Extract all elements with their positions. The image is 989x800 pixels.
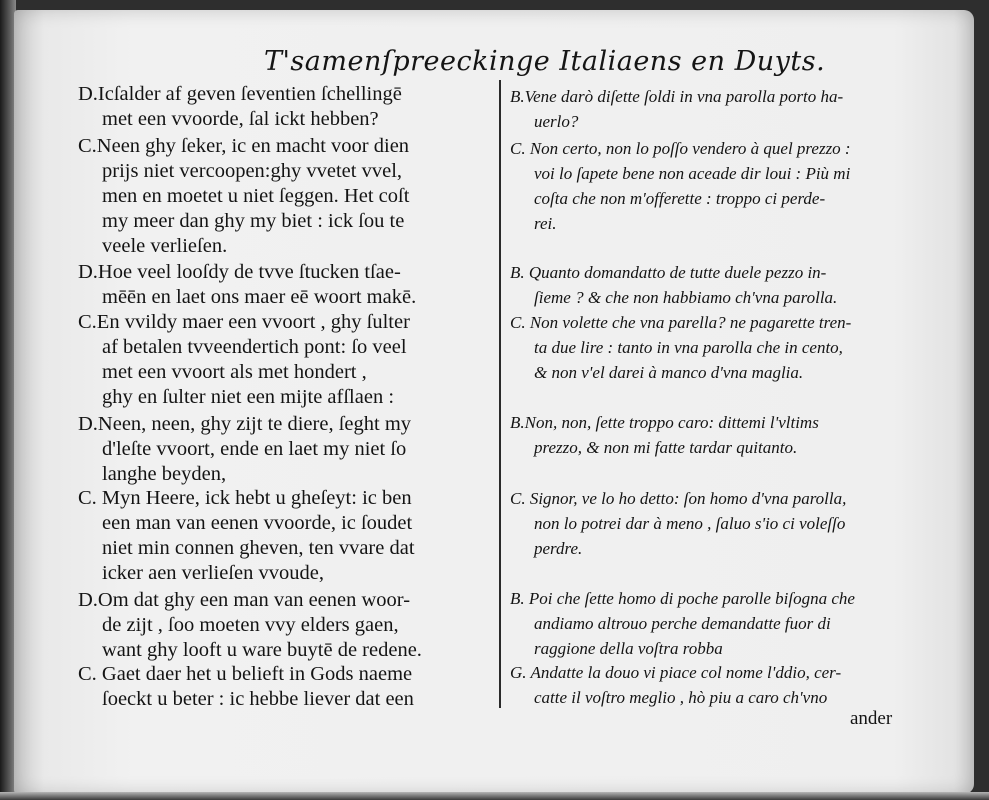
text-line: prezzo, & non mi fatte tardar quitanto. [534,438,798,457]
text-line: raggione della voſtra robba [534,639,723,658]
text-line: C. Non volette che vna parella? ne pagarette tren- [510,313,852,332]
text-line: prijs niet vercoopen:ghy vvetet vvel, [102,160,403,182]
text-line: G. Andatte la douo vi piace col nome l'ddio, cer- [510,663,842,682]
column-divider [499,80,501,708]
text-line: coſta che non m'offerette : troppo ci perde- [534,189,826,208]
dutch-speech-7 [78,662,492,712]
italian-speech-1 [510,136,922,236]
dutch-speech-5 [78,486,492,586]
dutch-speech-3 [78,310,492,410]
text-line: C. Myn Heere, ick hebt u gheſeyt: ic ben [78,487,412,509]
text-line: want ghy looft u ware buytē de redene. [102,639,422,661]
text-line: niet min connen gheven, ten vvare dat [102,537,415,559]
italian-speech-3 [510,310,922,385]
text-line: my meer dan ghy my biet : ick ſou te [102,210,405,232]
text-line: rei. [534,214,557,233]
text-line: C. Non certo, non lo poſſo vendero à quel prezzo : [510,139,851,158]
dutch-speech-0 [78,82,492,132]
page-bottom-edge [0,792,989,800]
text-line: veele verlieſen. [102,235,228,257]
text-line: met een vvoorde, ſal ickt hebben? [102,108,379,130]
text-line: met een vvoort als met hondert , [102,361,367,383]
text-line: C.En vvildy maer een vvoort , ghy ſulter [78,311,410,333]
text-line: C.Neen ghy ſeker, ic en macht voor dien [78,135,410,157]
italian-speech-0 [510,84,922,134]
text-line: B. Quanto domandatto de tutte duele pezzo in- [510,263,827,282]
text-line: C. Gaet daer het u belieft in Gods naeme [78,663,413,685]
text-line: B. Poi che ſette homo di poche parolle biſogna che [510,589,855,608]
text-line: C. Signor, ve lo ho detto: ſon homo d'vna parolla, [510,489,847,508]
italian-speech-4 [510,410,922,460]
text-line: D.Icſalder af geven ſeventien ſchellingē [78,83,402,105]
text-line: ſoeckt u beter : ic hebbe liever dat een [102,688,414,710]
text-line: D.Om dat ghy een man van eenen woor- [78,589,411,611]
text-line: D.Hoe veel looſdy de tvve ſtucken tſae- [78,261,401,283]
text-line: men en moetet u niet ſeggen. Het coſt [102,185,410,207]
text-line: af betalen tvveendertich pont: ſo veel [102,336,407,358]
text-line: mēēn en laet ons maer eē woort makē. [102,286,417,308]
text-line: andiamo altrouo perche demandatte fuor di [534,614,831,633]
text-line: perdre. [534,539,583,558]
text-line: & non v'el darei à manco d'vna maglia. [534,363,804,382]
italian-speech-2 [510,260,922,310]
text-line: non lo potrei dar à meno , ſaluo s'io ci voleſſo [534,514,846,533]
dutch-speech-4 [78,412,492,487]
dutch-speech-2 [78,260,492,310]
text-line: ta due lire : tanto in vna parolla che in cento, [534,338,843,357]
text-line: ſieme ? & che non habbiamo ch'vna parolla. [534,288,838,307]
text-line: catte il voſtro meglio , hò piu a caro ch'vno [534,688,828,707]
text-line: D.Neen, neen, ghy zijt te diere, ſeght my [78,413,412,435]
italian-speech-6 [510,586,922,661]
catchword: ander [850,708,893,729]
dutch-speech-6 [78,588,492,663]
page-header: T'samenſpreeckinge Italiaens en Duyts. [264,46,826,77]
text-line: voi lo ſapete bene non aceade dir loui : Più mi [534,164,851,183]
text-line: ghy en ſulter niet een mijte afſlaen : [102,386,395,408]
italian-speech-5 [510,486,922,561]
text-line: B.Vene darò diſette ſoldi in vna parolla porto ha- [510,87,844,106]
dutch-speech-1 [78,134,492,259]
text-line: B.Non, non, ſette troppo caro: dittemi l'vltims [510,413,819,432]
text-line: d'leſte vvoort, ende en laet my niet ſo [102,438,407,460]
text-line: langhe beyden, [102,463,227,485]
text-line: een man van eenen vvoorde, ic ſoudet [102,512,413,534]
text-line: de zijt , ſoo moeten vvy elders gaen, [102,614,399,636]
italian-speech-7 [510,660,922,710]
text-line: icker aen verlieſen vvoude, [102,562,324,584]
text-line: uerlo? [534,112,579,131]
